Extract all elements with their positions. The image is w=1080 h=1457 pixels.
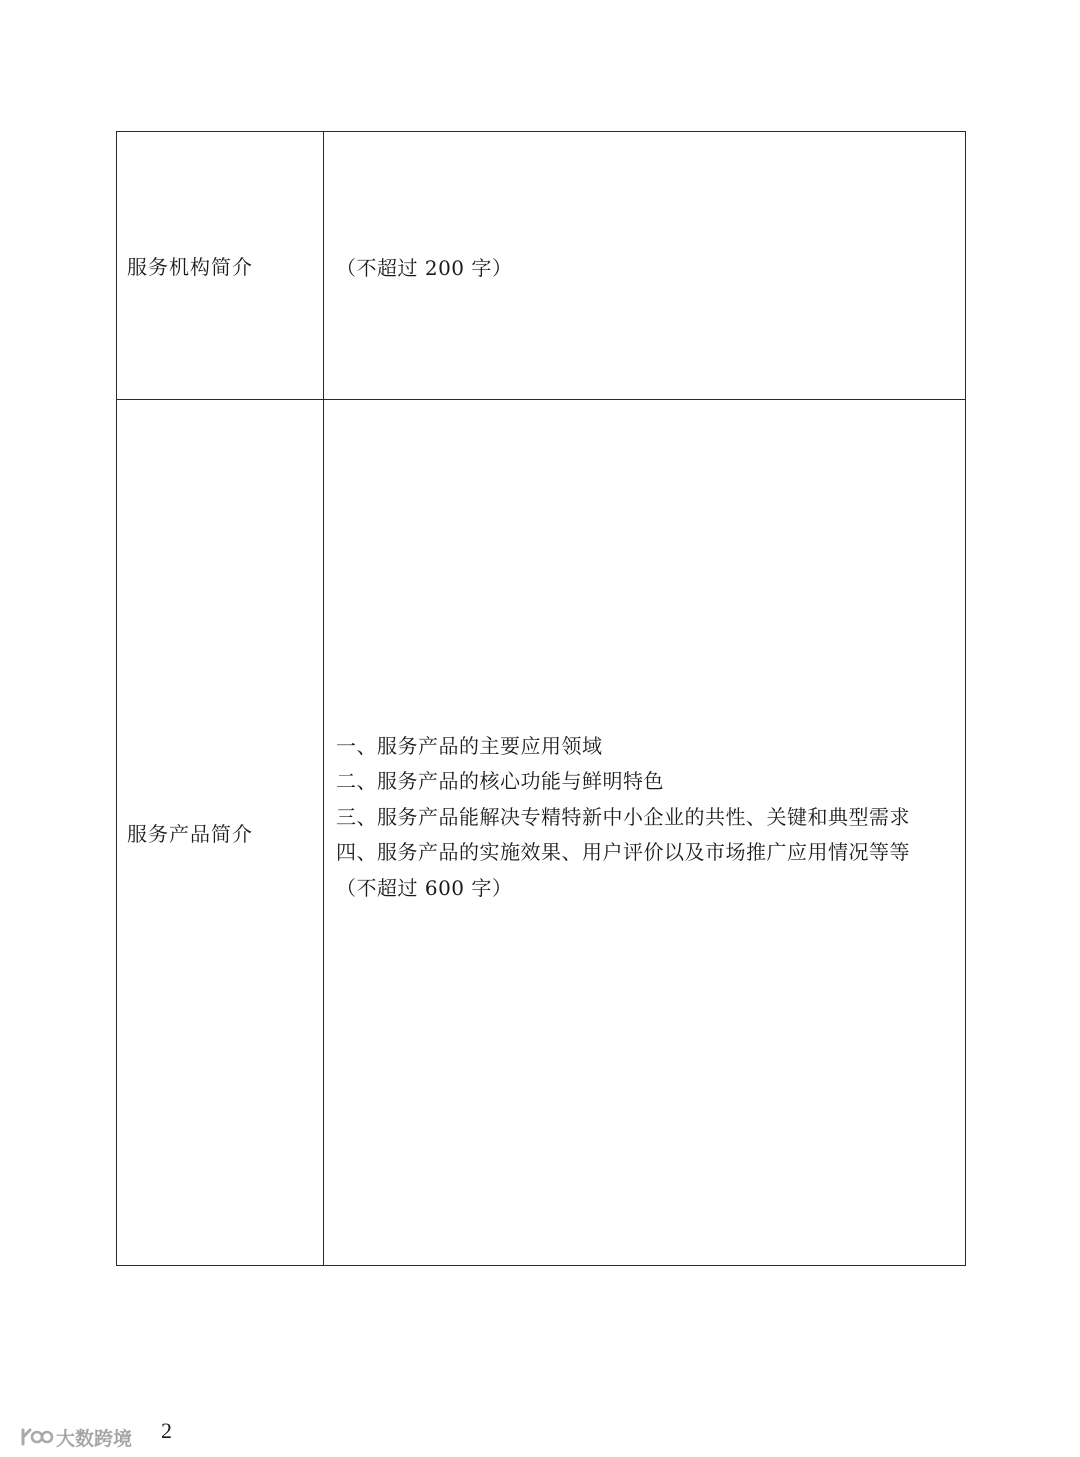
guideline-item: （不超过 600 字） bbox=[336, 875, 513, 900]
guideline-item: 四、服务产品的实施效果、用户评价以及市场推广应用情况等等 bbox=[336, 840, 910, 865]
org-intro-row bbox=[117, 132, 966, 400]
org-intro-note: （不超过 200 字） bbox=[336, 256, 513, 280]
product-intro-guidelines bbox=[336, 729, 957, 907]
guideline-item: 三、服务产品能解决专精特新中小企业的共性、关键和典型需求 bbox=[336, 804, 910, 829]
application-form-table bbox=[116, 131, 966, 1266]
org-intro-label: 服务机构简介 bbox=[117, 132, 324, 400]
guideline-item: 一、服务产品的主要应用领域 bbox=[336, 733, 603, 758]
product-intro-label: 服务产品简介 bbox=[117, 400, 324, 1266]
watermark-logo bbox=[20, 1417, 132, 1457]
brand-logo-icon bbox=[20, 1425, 54, 1449]
page-number: 2 bbox=[161, 1418, 172, 1443]
guideline-item: 二、服务产品的核心功能与鲜明特色 bbox=[336, 769, 664, 794]
watermark-text: 大数跨境 bbox=[56, 1427, 133, 1450]
product-intro-field[interactable] bbox=[324, 400, 966, 1266]
product-intro-row bbox=[117, 400, 966, 1266]
org-intro-field[interactable] bbox=[324, 132, 966, 400]
